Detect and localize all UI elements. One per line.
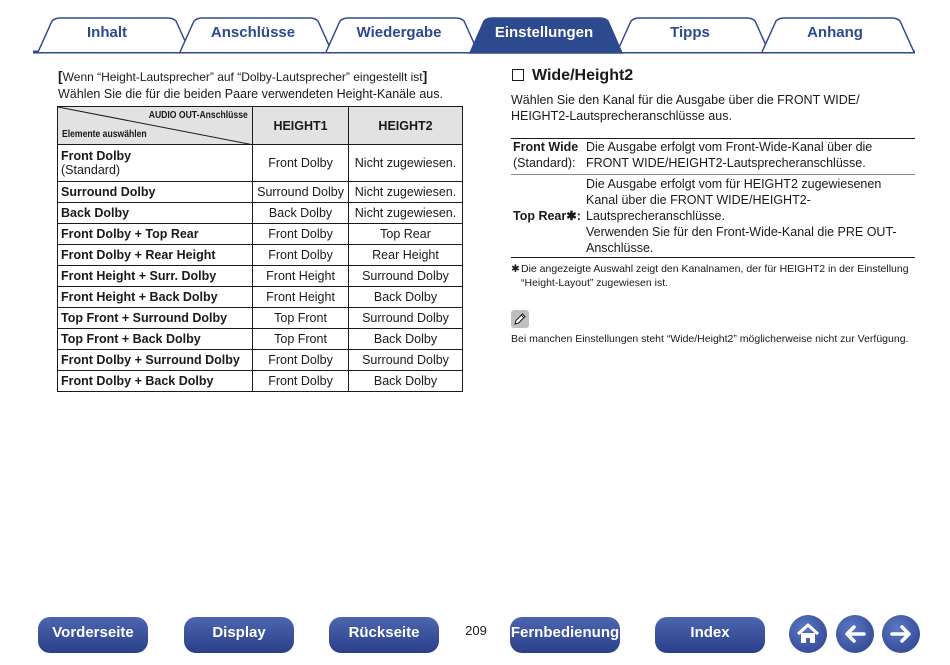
left-intro bbox=[58, 68, 468, 103]
option-desc bbox=[586, 176, 916, 256]
height1-cell: Front Dolby bbox=[253, 371, 349, 392]
home-icon bbox=[789, 615, 827, 653]
table-row bbox=[58, 145, 463, 182]
tab-bar bbox=[0, 0, 950, 56]
table-row bbox=[58, 350, 463, 371]
tab-anschluesse[interactable]: Anschlüsse bbox=[210, 24, 296, 41]
col-header-height2: HEIGHT2 bbox=[349, 107, 463, 145]
height2-cell: Rear Height bbox=[349, 245, 463, 266]
height1-cell: Front Height bbox=[253, 266, 349, 287]
table-row bbox=[58, 182, 463, 203]
back-button[interactable] bbox=[836, 615, 874, 653]
option-front-wide bbox=[511, 139, 915, 175]
height-pairs-table bbox=[57, 106, 463, 392]
height1-cell: Front Dolby bbox=[253, 145, 349, 182]
table-row bbox=[58, 266, 463, 287]
section-title-text: Wide/Height2 bbox=[532, 67, 634, 84]
condition-line bbox=[58, 68, 468, 86]
option-key-label: Front Wide bbox=[513, 140, 579, 154]
divider bbox=[511, 257, 915, 258]
instruction-text: Wählen Sie die für die beiden Paare verwendeten Height-Kanäle aus. bbox=[58, 87, 443, 101]
option-desc: Die Ausgabe erfolgt vom Front-Wide-Kanal über die FRONT WIDE/HEIGHT2-Lautsprecheranschlüsse. bbox=[586, 140, 873, 170]
nav-rueckseite-button[interactable]: Rückseite bbox=[329, 617, 439, 653]
height2-cell: Back Dolby bbox=[349, 287, 463, 308]
checkbox-bullet-icon bbox=[512, 69, 524, 81]
height2-cell: Back Dolby bbox=[349, 371, 463, 392]
element-cell: Top Front + Surround Dolby bbox=[58, 308, 253, 329]
footnote-text: Die angezeigte Auswahl zeigt den Kanalnamen, der für HEIGHT2 in der Einstellung “Height-Layout” zugewiesen ist. bbox=[521, 263, 909, 289]
element-cell bbox=[58, 145, 253, 182]
tab-tipps[interactable]: Tipps bbox=[670, 24, 710, 41]
table-corner-cell bbox=[58, 107, 253, 145]
pencil-icon bbox=[511, 310, 529, 328]
option-key bbox=[513, 139, 578, 171]
table-row bbox=[58, 203, 463, 224]
height1-cell: Front Dolby bbox=[253, 245, 349, 266]
table-row bbox=[58, 287, 463, 308]
height2-cell: Nicht zugewiesen. bbox=[349, 182, 463, 203]
tab-wiedergabe[interactable]: Wiedergabe bbox=[356, 24, 442, 41]
height2-cell: Surround Dolby bbox=[349, 266, 463, 287]
pencil-glyph bbox=[511, 310, 529, 328]
corner-bottom-label: Elemente auswählen bbox=[62, 128, 147, 140]
height1-cell: Front Dolby bbox=[253, 350, 349, 371]
height2-cell: Surround Dolby bbox=[349, 350, 463, 371]
table-row bbox=[58, 371, 463, 392]
tab-anhang[interactable]: Anhang bbox=[807, 24, 863, 41]
section-description: Wählen Sie den Kanal für die Ausgabe über die FRONT WIDE/ HEIGHT2-Lautsprecheranschlüsse aus. bbox=[511, 93, 860, 123]
height1-cell: Back Dolby bbox=[253, 203, 349, 224]
element-sub-label: (Standard) bbox=[61, 163, 121, 177]
element-label: Front Dolby bbox=[61, 149, 132, 163]
home-button[interactable] bbox=[789, 615, 827, 653]
col-header-height1: HEIGHT1 bbox=[253, 107, 349, 145]
option-desc-line2: Verwenden Sie für den Front-Wide-Kanal die PRE OUT-Anschlüsse. bbox=[586, 225, 897, 255]
height2-cell: Top Rear bbox=[349, 224, 463, 245]
forward-arrow-icon bbox=[882, 615, 920, 653]
table-row bbox=[58, 245, 463, 266]
table-row bbox=[58, 224, 463, 245]
bracket-close: ] bbox=[422, 68, 428, 84]
table-row bbox=[58, 308, 463, 329]
element-cell: Front Dolby + Top Rear bbox=[58, 224, 253, 245]
element-cell: Front Height + Surr. Dolby bbox=[58, 266, 253, 287]
height2-cell: Nicht zugewiesen. bbox=[349, 145, 463, 182]
height2-cell: Nicht zugewiesen. bbox=[349, 203, 463, 224]
option-key: Top Rear✱: bbox=[513, 209, 581, 223]
tab-inhalt[interactable]: Inhalt bbox=[87, 24, 127, 41]
nav-vorderseite-button[interactable]: Vorderseite bbox=[38, 617, 148, 653]
corner-top-label: AUDIO OUT-Anschlüsse bbox=[149, 109, 249, 121]
divider bbox=[511, 174, 915, 175]
tab-einstellungen[interactable]: Einstellungen bbox=[494, 24, 594, 41]
option-key-sub: (Standard): bbox=[513, 156, 576, 170]
nav-display-button[interactable]: Display bbox=[184, 617, 294, 653]
option-desc-line1: Die Ausgabe erfolgt vom für HEIGHT2 zugewiesenen Kanal über die FRONT WIDE/HEIGHT2-Lautsprecheranschlüsse. bbox=[586, 177, 882, 223]
element-cell: Back Dolby bbox=[58, 203, 253, 224]
height1-cell: Top Front bbox=[253, 308, 349, 329]
back-arrow-icon bbox=[836, 615, 874, 653]
element-cell: Surround Dolby bbox=[58, 182, 253, 203]
height1-cell: Front Height bbox=[253, 287, 349, 308]
height2-cell: Surround Dolby bbox=[349, 308, 463, 329]
height1-cell: Surround Dolby bbox=[253, 182, 349, 203]
table-row bbox=[58, 329, 463, 350]
forward-button[interactable] bbox=[882, 615, 920, 653]
height1-cell: Top Front bbox=[253, 329, 349, 350]
element-cell: Front Dolby + Back Dolby bbox=[58, 371, 253, 392]
asterisk-icon: ✱ bbox=[511, 263, 520, 275]
condition-text: Wenn “Height-Lautsprecher” auf “Dolby-Lautsprecher” eingestellt ist bbox=[62, 70, 423, 84]
height2-cell: Back Dolby bbox=[349, 329, 463, 350]
height1-cell: Front Dolby bbox=[253, 224, 349, 245]
element-cell: Front Height + Back Dolby bbox=[58, 287, 253, 308]
note-text: Bei manchen Einstellungen steht “Wide/Height2” möglicherweise nicht zur Verfügung. bbox=[511, 333, 909, 345]
nav-index-button[interactable]: Index bbox=[655, 617, 765, 653]
option-top-rear bbox=[511, 176, 915, 256]
element-cell: Top Front + Back Dolby bbox=[58, 329, 253, 350]
table-header-row bbox=[58, 107, 463, 145]
element-cell: Front Dolby + Surround Dolby bbox=[58, 350, 253, 371]
element-cell: Front Dolby + Rear Height bbox=[58, 245, 253, 266]
nav-fernbedienung-button[interactable]: Fernbedienung bbox=[510, 617, 620, 653]
page-number: 209 bbox=[465, 623, 487, 638]
section-title bbox=[512, 67, 633, 85]
bracket-open: [ bbox=[58, 68, 63, 84]
